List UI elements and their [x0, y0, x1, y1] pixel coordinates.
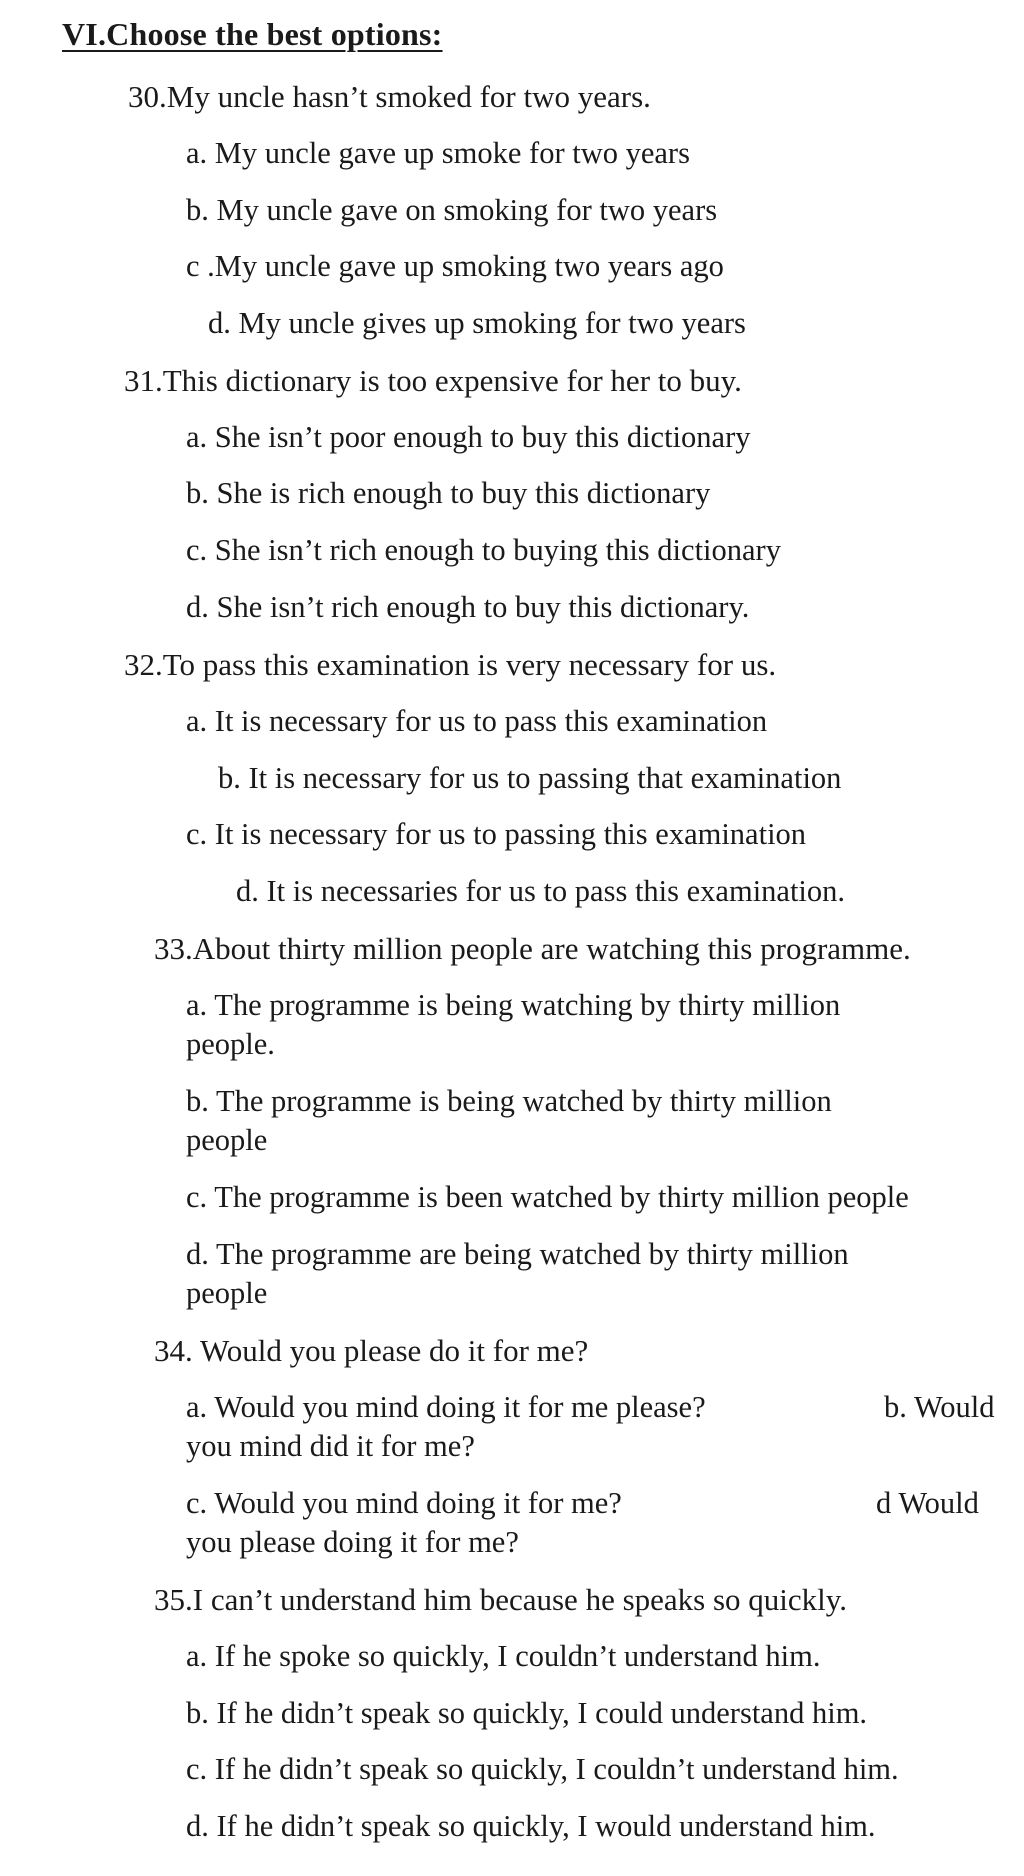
question-30-option-b[interactable]: b. My uncle gave on smoking for two years — [186, 193, 718, 227]
question-34-stem: 34. Would you please do it for me? — [154, 1333, 589, 1368]
question-35-option-b[interactable]: b. If he didn’t speak so quickly, I could understand him. — [186, 1696, 868, 1730]
question-31-option-d[interactable]: d. She isn’t rich enough to buy this dictionary. — [186, 590, 750, 624]
question-35-option-a[interactable]: a. If he spoke so quickly, I couldn’t understand him. — [186, 1639, 821, 1673]
question-34-option-d-continued[interactable]: you please doing it for me? — [186, 1525, 519, 1559]
question-33-option-c[interactable]: c. The programme is been watched by thirty million people — [186, 1180, 909, 1214]
question-34-option-c[interactable]: c. Would you mind doing it for me? — [186, 1486, 622, 1520]
question-34-option-b-continued[interactable]: you mind did it for me? — [186, 1429, 475, 1463]
question-31-option-b[interactable]: b. She is rich enough to buy this dictionary — [186, 476, 711, 510]
question-30-stem: 30.My uncle hasn’t smoked for two years. — [128, 79, 651, 114]
question-34-option-d[interactable]: d Would — [876, 1486, 979, 1520]
question-35-option-d[interactable]: d. If he didn’t speak so quickly, I would understand him. — [186, 1809, 876, 1843]
question-32-option-d[interactable]: d. It is necessaries for us to pass this examination. — [236, 874, 846, 908]
question-33-option-d-continued[interactable]: people — [186, 1276, 268, 1310]
question-33-option-a[interactable]: a. The programme is being watching by thirty million — [186, 988, 841, 1022]
question-31-option-c[interactable]: c. She isn’t rich enough to buying this dictionary — [186, 533, 781, 567]
section-heading: VI.Choose the best options: — [62, 16, 443, 52]
question-30-option-c[interactable]: c .My uncle gave up smoking two years ago — [186, 249, 724, 283]
question-31-option-a[interactable]: a. She isn’t poor enough to buy this dictionary — [186, 420, 751, 454]
question-30-option-d[interactable]: d. My uncle gives up smoking for two years — [208, 306, 746, 340]
question-34-option-a[interactable]: a. Would you mind doing it for me please? — [186, 1390, 706, 1424]
question-32-option-b[interactable]: b. It is necessary for us to passing that examination — [218, 761, 842, 795]
question-33-stem: 33.About thirty million people are watching this programme. — [154, 931, 911, 966]
question-32-option-a[interactable]: a. It is necessary for us to pass this examination — [186, 704, 768, 738]
question-32-stem: 32.To pass this examination is very necessary for us. — [124, 647, 777, 682]
question-32-option-c[interactable]: c. It is necessary for us to passing this examination — [186, 817, 807, 851]
question-31-stem: 31.This dictionary is too expensive for her to buy. — [124, 363, 742, 398]
question-35-option-c[interactable]: c. If he didn’t speak so quickly, I couldn’t understand him. — [186, 1752, 899, 1786]
question-33-option-b-continued[interactable]: people — [186, 1123, 268, 1157]
question-33-option-b[interactable]: b. The programme is being watched by thirty million — [186, 1084, 832, 1118]
question-34-option-b[interactable]: b. Would — [884, 1390, 995, 1424]
question-33-option-a-continued[interactable]: people. — [186, 1027, 275, 1061]
question-33-option-d[interactable]: d. The programme are being watched by thirty million — [186, 1237, 849, 1271]
question-30-option-a[interactable]: a. My uncle gave up smoke for two years — [186, 136, 690, 170]
question-35-stem: 35.I can’t understand him because he speaks so quickly. — [154, 1582, 848, 1617]
